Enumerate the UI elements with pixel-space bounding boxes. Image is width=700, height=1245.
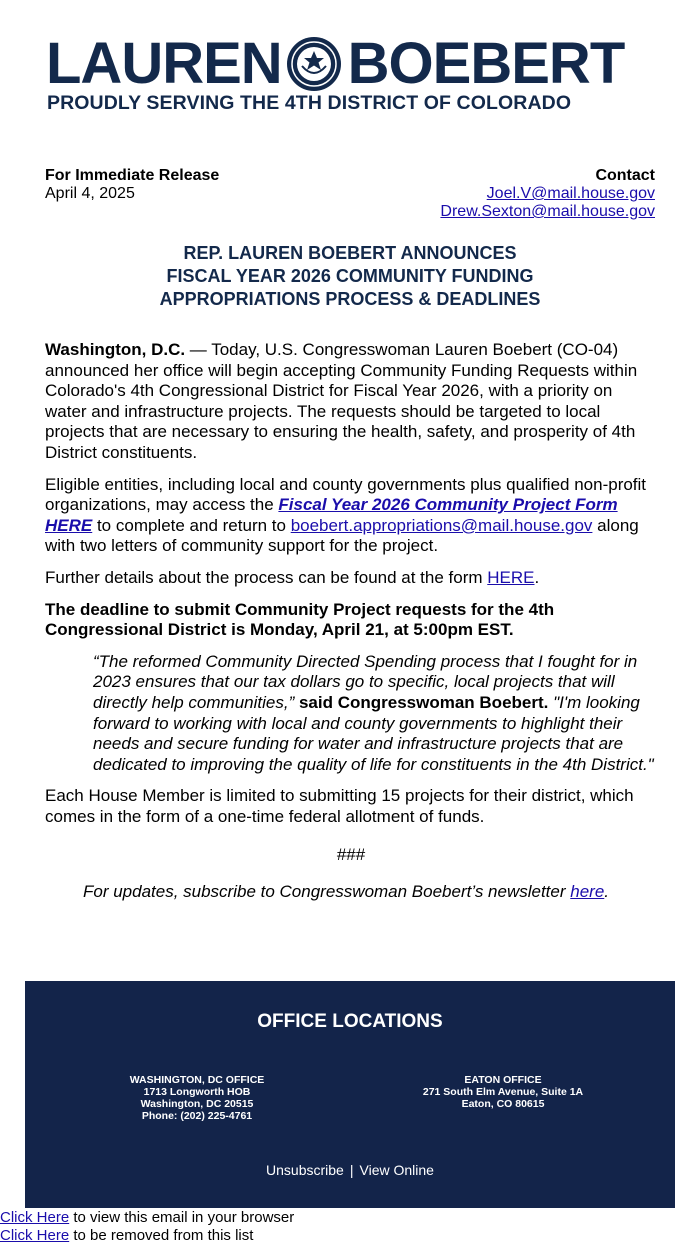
email-utility-links: Click Here to view this email in your browser Click Here to be removed from this list (0, 1209, 295, 1244)
contact-email-link[interactable]: Joel.V@mail.house.gov (486, 185, 655, 202)
contact-info (440, 167, 655, 221)
newsletter-link[interactable]: here (570, 882, 605, 902)
brand-first-name: LAUREN (46, 31, 282, 96)
paragraph-deadline: The deadline to submit Community Project requests for the 4th Congressional District is Monday, April 21, at 5:00pm EST. (45, 599, 555, 640)
appropriations-email-link[interactable]: boebert.appropriations@mail.house.gov (290, 515, 593, 535)
project-form-link[interactable]: Fiscal Year 2026 Community Project Form HERE (45, 495, 618, 535)
paragraph-intro: Washington, D.C. — Today, U.S. Congresswoman Lauren Boebert (CO-04) announced her office will begin accepting Community Funding Requests within Colorado's 4th Congressional District for Fiscal Year 2026, with a priority on water and infrastructure projects. The requests should be targeted to local projects that are necessary to ensuring the health, safety, and prosperity of 4th District constituents. (45, 340, 638, 462)
press-release-body (45, 340, 657, 914)
press-release-headline: REP. LAUREN BOEBERT ANNOUNCES FISCAL YEAR 2026 COMMUNITY FUNDING APPROPRIATIONS PROCESS & DEADLINES (159, 243, 541, 309)
office-footer (25, 981, 675, 1208)
view-in-browser-link[interactable]: Click Here (0, 1209, 70, 1226)
brand-last-name: BOEBERT (347, 31, 625, 96)
masthead (0, 30, 700, 120)
footer-separator: | (349, 1162, 354, 1178)
footer-title: OFFICE LOCATIONS (257, 1011, 443, 1032)
release-date: April 4, 2025 (45, 185, 135, 202)
dateline: Washington, D.C. (45, 340, 186, 359)
contact-email-link[interactable]: Drew.Sexton@mail.house.gov (440, 203, 655, 220)
quote-block: “The reformed Community Directed Spending process that I fought for in 2023 ensures that our tax dollars go to specific, local projects that will directly help communities,” said Congresswoman Boebert. "I'm looking forward to working with local and county governments to highlight their needs and secure funding for water and infrastructure projects that are dedicated to improving the quality of life for constituents in the 4th District." (93, 651, 654, 774)
paragraph-limit: Each House Member is limited to submitting 15 projects for their district, which comes in the form of a one-time federal allotment of funds. (45, 786, 634, 826)
brand-tagline: PROUDLY SERVING THE 4TH DISTRICT OF COLORADO (47, 92, 572, 114)
paragraph-details: Further details about the process can be found at the form HERE. (45, 567, 540, 587)
brand-name (46, 31, 656, 96)
release-label: For Immediate Release (45, 167, 220, 184)
eaton-office: EATON OFFICE 271 South Elm Avenue, Suite 1A Eaton, CO 80615 (422, 1074, 584, 1110)
view-online-link[interactable]: View Online (359, 1162, 434, 1178)
newsletter-line: For updates, subscribe to Congresswoman Boebert’s newsletter here. (82, 882, 610, 902)
footer-links (25, 1162, 675, 1178)
remove-from-list-link[interactable]: Click Here (0, 1227, 70, 1244)
contact-label: Contact (595, 167, 655, 184)
paragraph-eligibility: Eligible entities, including local and county governments plus qualified non-profit organizations, may access the Fiscal Year 2026 Community Project Form HERE to complete and return to boebert.appropriations@mail.house.gov along with two letters of community support for the project. (45, 474, 647, 556)
house-seal-icon (286, 36, 342, 92)
release-info (45, 167, 219, 203)
unsubscribe-link[interactable]: Unsubscribe (266, 1162, 344, 1178)
form-details-link[interactable]: HERE (487, 567, 535, 587)
dc-office: WASHINGTON, DC OFFICE 1713 Longworth HOB Washington, DC 20515 Phone: (202) 225-4761 (129, 1074, 265, 1122)
end-marker: ### (336, 845, 366, 865)
